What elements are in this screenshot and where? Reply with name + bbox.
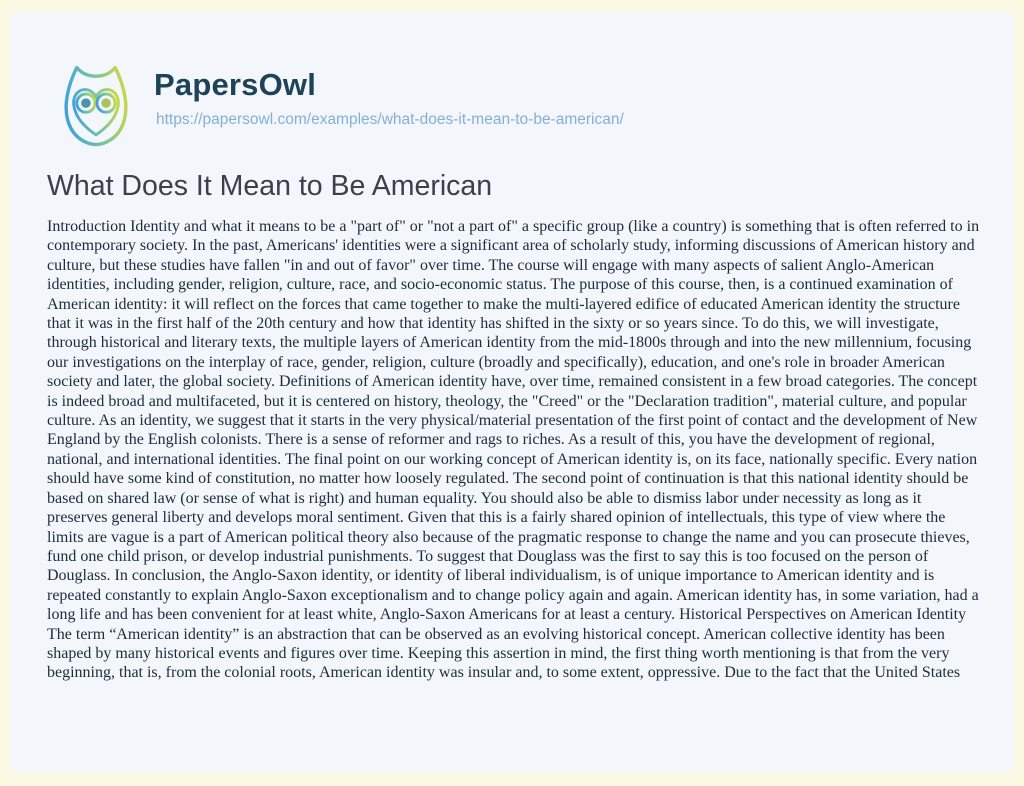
essay-body-text: Introduction Identity and what it means to be a "part of" or "not a part of" a specific group (like a country) is something that is often referred to in contemporary society. In the past, Americans' identities were a significant area of scholarly study, informing discussions of American history and culture, but these studies have fallen "in and out of favor" over time. The course will engage with many aspects of salient Anglo-American identities, including gender, religion, culture, race, and socio-economic status. The purpose of this course, then, is a continued examination of American identity: it will reflect on the forces that came together to make the multi-layered edifice of educated American identity the structure that it was in the first half of the 20th century and how that identity has shifted in the sixty or so years since. To do this, we will investigate, through historical and literary texts, the multiple layers of American identity from the mid-1800s through and into the new millennium, focusing our investigations on the interplay of race, gender, religion, culture (broadly and specifically), education, and one's role in broader American society and later, the global society. Definitions of American identity have, over time, remained consistent in a few broad categories. The concept is indeed broad and multifaceted, but it is centered on history, theology, the "Creed" or the "Declaration tradition", material culture, and popular culture. As an identity, we suggest that it starts in the very physical/material presentation of the first point of contact and the development of New England by the English colonists. There is a sense of reformer and rags to riches. As a result of this, you have the development of regional, national, and international identities. The final point on our working concept of American identity is, on its face, nationally specific. Every nation should have some kind of constitution, no matter how loosely regulated. The second point of continuation is that this national identity should be based on shared law (or sense of what is right) and human equality. You should also be able to dismiss labor under necessity as long as it preserves general liberty and develops moral sentiment. Given that this is a fairly shared opinion of intellectuals, this type of view where the limits are vague is a part of American political theory also because of the pragmatic response to change the name and you can prosecute thieves, fund one child prison, or develop industrial punishments. To suggest that Douglass was the first to say this is too focused on the person of Douglass. In conclusion, the Anglo-Saxon identity, or identity of liberal individualism, is of unique importance to American identity and is repeated constantly to explain Anglo-Saxon exceptionalism and to change policy again and again. American identity has, in some variation, had a long life and has been convenient for at least white, Anglo-Saxon Americans for at least a century. Historical Perspectives on American Identity The term “American identity” is an abstraction that can be observed as an evolving historical concept. American collective identity has been shaped by many historical events and figures over time. Keeping this assertion in mind, the first thing worth mentioning is that from the very beginning, that is, from the colonial roots, American identity was insular and, to some extent, oppressive. Due to the fact that the United States bbox=[47, 218, 980, 682]
source-url-link[interactable]: https://papersowl.com/examples/what-does-it-mean-to-be-american/ bbox=[156, 111, 624, 128]
brand-title: PapersOwl bbox=[154, 67, 317, 102]
page-title: What Does It Mean to Be American bbox=[47, 170, 493, 202]
content-card bbox=[10, 12, 1014, 772]
owl-logo-icon bbox=[48, 58, 144, 154]
